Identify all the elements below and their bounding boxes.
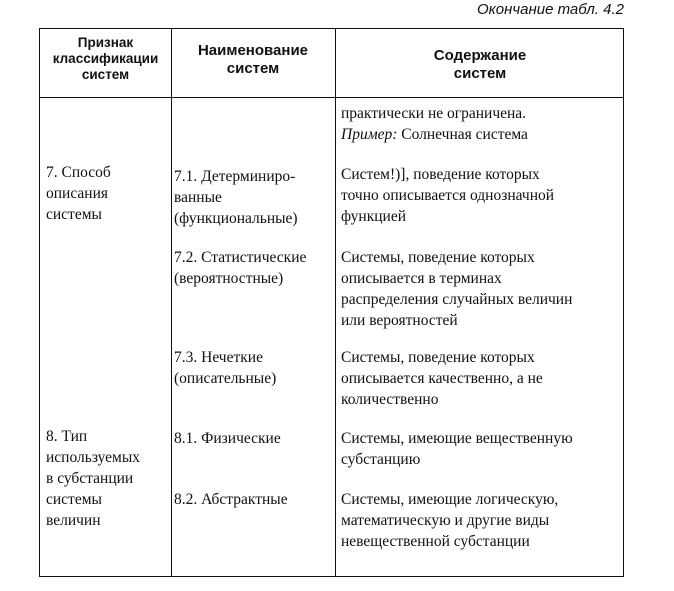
content-line: Систем!)], поведение которых [341, 166, 540, 183]
name-cell-7-1 [174, 166, 298, 229]
header-name [171, 42, 335, 78]
feature-line: используемых [46, 449, 141, 466]
continuation-content [341, 103, 528, 145]
content-cell-7-1 [341, 164, 554, 227]
example-text: Солнечная система [397, 126, 528, 143]
content-cell-8-2 [341, 489, 558, 552]
example-label: Пример: [341, 126, 398, 143]
header-feature [40, 35, 171, 84]
name-line: 8.2. Абстрактные [174, 491, 288, 508]
feature-line: в субстанции [46, 470, 134, 487]
name-line: ванные [174, 189, 222, 206]
feature-line: 8. Тип [46, 428, 88, 445]
feature-line: системы [46, 206, 102, 223]
name-cell-8-1 [174, 428, 281, 449]
feature-cell-8 [46, 426, 140, 531]
content-line: математическую и другие виды [341, 512, 550, 529]
table-caption: Окончание табл. 4.2 [477, 1, 624, 18]
content-line: Системы, поведение которых [341, 249, 535, 266]
content-line: или вероятностей [341, 312, 458, 329]
header-line: систем [226, 60, 280, 77]
content-line: точно описывается однозначной [341, 187, 555, 204]
content-line: функцией [341, 208, 406, 225]
content-line: описывается в терминах [341, 270, 502, 287]
name-line: 7.3. Нечеткие [174, 349, 263, 366]
header-content [335, 47, 625, 83]
example-line [341, 124, 528, 145]
header-line: Наименование [197, 42, 309, 59]
content-line: количественно [341, 391, 439, 408]
content-line: Системы, имеющие логическую, [341, 491, 559, 508]
name-line: 7.2. Статистические [174, 249, 307, 266]
name-cell-7-3 [174, 347, 276, 389]
feature-cell-7 [46, 162, 111, 225]
name-line: (вероятностные) [174, 270, 284, 287]
name-line: (описательные) [174, 370, 277, 387]
feature-line: 7. Способ [46, 164, 111, 181]
header-line: систем [81, 67, 130, 83]
name-line: 8.1. Физические [174, 430, 281, 447]
content-line: практически не ограничена. [341, 105, 527, 122]
name-cell-7-2 [174, 247, 306, 289]
name-line: (функциональные) [174, 210, 298, 227]
content-line: распределения случайных величин [341, 291, 573, 308]
feature-line: величин [46, 512, 101, 529]
content-line: невещественной субстанции [341, 533, 530, 550]
content-line: субстанцию [341, 451, 421, 468]
header-line: систем [453, 65, 507, 82]
header-line: Признак [77, 35, 134, 50]
name-line: 7.1. Детерминиро- [174, 168, 296, 185]
content-cell-7-3 [341, 347, 543, 410]
content-line: Системы, имеющие вещественную [341, 430, 573, 447]
feature-line: описания [46, 185, 109, 202]
content-cell-7-2 [341, 247, 572, 331]
column-divider-2 [335, 29, 336, 576]
column-divider-1 [171, 29, 172, 576]
content-line: Системы, поведение которых [341, 349, 535, 366]
header-divider [40, 97, 623, 98]
header-line: Содержание [433, 47, 527, 64]
name-cell-8-2 [174, 489, 288, 510]
header-line: классификации [52, 51, 159, 67]
classification-table [39, 28, 624, 577]
content-cell-8-1 [341, 428, 573, 470]
content-line: описывается качественно, а не [341, 370, 543, 387]
feature-line: системы [46, 491, 102, 508]
